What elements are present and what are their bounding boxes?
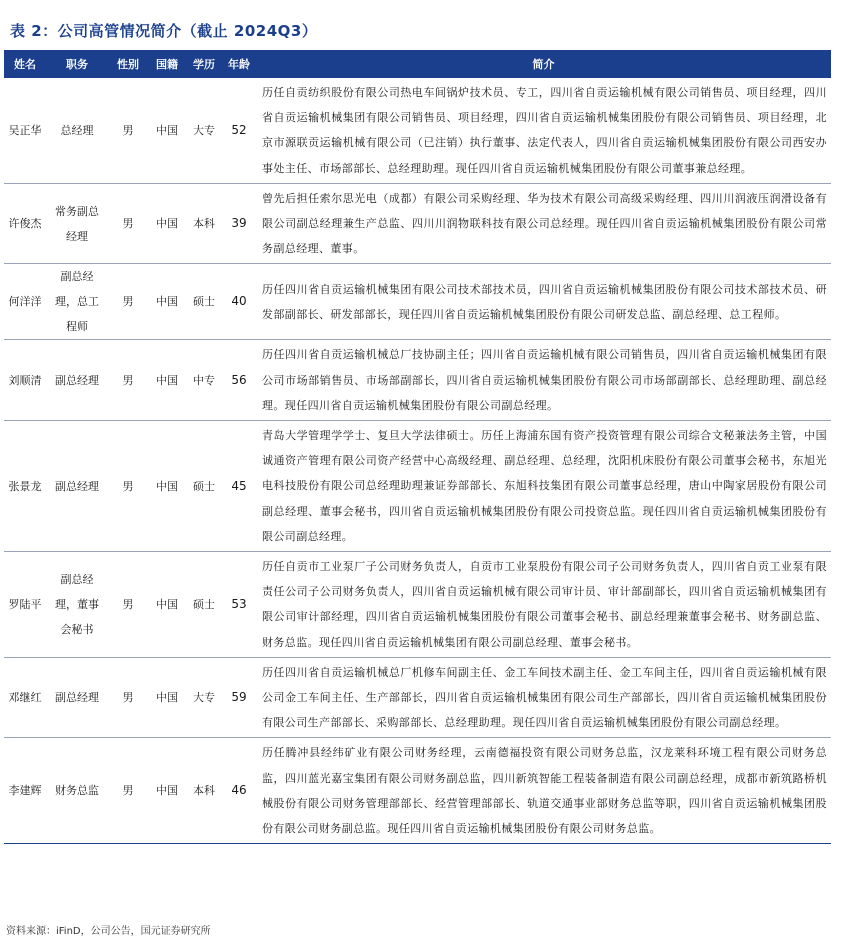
- cell-role: 常务副总经理: [46, 183, 108, 264]
- table-row: [4, 657, 831, 738]
- cell-name: 李建辉: [4, 738, 46, 844]
- executive-table: [4, 50, 831, 844]
- cell-education: 大专: [186, 657, 222, 738]
- cell-nationality: 中国: [148, 657, 186, 738]
- header-education: 学历: [186, 50, 222, 78]
- header-bio: 简介: [256, 50, 831, 78]
- cell-age: 40: [222, 264, 256, 340]
- cell-role: 总经理: [46, 78, 108, 183]
- cell-role: 财务总监: [46, 738, 108, 844]
- cell-gender: 男: [108, 421, 148, 552]
- cell-education: 中专: [186, 340, 222, 421]
- cell-role: 副总经理，董事会秘书: [46, 552, 108, 658]
- cell-age: 56: [222, 340, 256, 421]
- header-age: 年龄: [222, 50, 256, 78]
- cell-gender: 男: [108, 183, 148, 264]
- cell-nationality: 中国: [148, 552, 186, 658]
- header-gender: 性别: [108, 50, 148, 78]
- cell-education: 本科: [186, 738, 222, 844]
- cell-education: 硕士: [186, 264, 222, 340]
- cell-name: 许俊杰: [4, 183, 46, 264]
- cell-education: 大专: [186, 78, 222, 183]
- cell-name: 何洋洋: [4, 264, 46, 340]
- cell-gender: 男: [108, 340, 148, 421]
- header-role: 职务: [46, 50, 108, 78]
- cell-bio: 历任自贡市工业泵厂子公司财务负责人，自贡市工业泵股份有限公司子公司财务负责人，四川省自贡工业泵有限责任公司子公司财务负责人，四川省自贡运输机械有限公司审计员、审计部副部长，四川省自贡运输机械集团有限公司审计部经理，四川省自贡运输机械集团股份有限公司董事会秘书、副总经理兼董事会秘书、财务副总监、财务总监。现任四川省自贡运输机械集团有限公司副总经理、董事会秘书。: [256, 552, 831, 658]
- cell-bio: 青岛大学管理学学士、复旦大学法律硕士。历任上海浦东国有资产投资管理有限公司综合文秘兼法务主管，中国诚通资产管理有限公司资产经营中心高级经理、副总经理、总经理，沈阳机床股份有限公司董事会秘书，东旭光电科技股份有限公司总经理助理兼证券部部长、东旭科技集团有限公司董事总经理，唐山中陶家居股份有限公司副总经理、董事会秘书，四川省自贡运输机械集团股份有限公司投资总监。现任四川省自贡运输机械集团股份有限公司副总经理。: [256, 421, 831, 552]
- cell-bio: 历任四川省自贡运输机械集团有限公司技术部技术员，四川省自贡运输机械集团股份有限公司技术部技术员、研发部副部长、研发部部长，现任四川省自贡运输机械集团股份有限公司研发总监、副总经理、总工程师。: [256, 264, 831, 340]
- cell-gender: 男: [108, 657, 148, 738]
- table-row: [4, 264, 831, 340]
- source-note: 资料来源：iFinD，公司公告，国元证券研究所: [6, 926, 211, 937]
- header-row: [4, 50, 831, 78]
- cell-age: 46: [222, 738, 256, 844]
- table-row: [4, 340, 831, 421]
- cell-age: 59: [222, 657, 256, 738]
- header-name: 姓名: [4, 50, 46, 78]
- cell-name: 刘顺清: [4, 340, 46, 421]
- table-row: [4, 552, 831, 658]
- cell-gender: 男: [108, 552, 148, 658]
- cell-role: 副总经理，总工程师: [46, 264, 108, 340]
- cell-name: 罗陆平: [4, 552, 46, 658]
- cell-name: 张景龙: [4, 421, 46, 552]
- table-row: [4, 738, 831, 844]
- cell-bio: 曾先后担任索尔思光电（成都）有限公司采购经理、华为技术有限公司高级采购经理、四川川润液压润滑设备有限公司副总经理兼生产总监、四川川润物联科技有限公司总经理。现任四川省自贡运输机械集团股份有限公司常务副总经理、董事。: [256, 183, 831, 264]
- cell-gender: 男: [108, 78, 148, 183]
- cell-nationality: 中国: [148, 78, 186, 183]
- cell-education: 硕士: [186, 421, 222, 552]
- cell-gender: 男: [108, 738, 148, 844]
- cell-bio: 历任四川省自贡运输机械总厂技协副主任；四川省自贡运输机械有限公司销售员，四川省自贡运输机械集团有限公司市场部销售员、市场部副部长，四川省自贡运输机械集团股份有限公司市场部副部长、总经理助理、副总经理。现任四川省自贡运输机械集团股份有限公司副总经理。: [256, 340, 831, 421]
- cell-nationality: 中国: [148, 738, 186, 844]
- cell-role: 副总经理: [46, 657, 108, 738]
- cell-nationality: 中国: [148, 421, 186, 552]
- cell-bio: 历任自贡纺织股份有限公司热电车间锅炉技术员、专工，四川省自贡运输机械有限公司销售员、项目经理，四川省自贡运输机械集团有限公司销售员、项目经理，四川省自贡运输机械集团股份有限公司销售员、项目经理，北京市源联贡运输机械有限公司（已注销）执行董事、法定代表人，四川省自贡运输机械集团股份有限公司西安办事处主任、市场部部长、总经理助理。现任四川省自贡运输机械集团股份有限公司董事兼总经理。: [256, 78, 831, 183]
- cell-education: 硕士: [186, 552, 222, 658]
- cell-age: 39: [222, 183, 256, 264]
- table-row: [4, 421, 831, 552]
- cell-education: 本科: [186, 183, 222, 264]
- cell-age: 45: [222, 421, 256, 552]
- cell-bio: 历任四川省自贡运输机械总厂机修车间副主任、金工车间技术副主任、金工车间主任，四川省自贡运输机械有限公司金工车间主任、生产部部长，四川省自贡运输机械集团有限公司生产部部长，四川省自贡运输机械集团股份有限公司生产部部长、采购部部长、总经理助理。现任四川省自贡运输机械集团股份有限公司副总经理。: [256, 657, 831, 738]
- table-title: 表 2：公司高管情况简介（截止 2024Q3）: [10, 22, 318, 40]
- cell-bio: 历任腾冲县经纬矿业有限公司财务经理，云南德福投资有限公司财务总监，汉龙莱科环境工程有限公司财务总监，四川蓝光嘉宝集团有限公司财务副总监，四川新筑智能工程装备制造有限公司副总经理，成都市新筑路桥机械股份有限公司财务管理部部长、经营管理部部长、轨道交通事业部财务总监等职，四川省自贡运输机械集团股份有限公司财务副总监。现任四川省自贡运输机械集团股份有限公司财务总监。: [256, 738, 831, 844]
- cell-role: 副总经理: [46, 340, 108, 421]
- header-nationality: 国籍: [148, 50, 186, 78]
- cell-age: 52: [222, 78, 256, 183]
- cell-name: 邓继红: [4, 657, 46, 738]
- cell-age: 53: [222, 552, 256, 658]
- cell-role: 副总经理: [46, 421, 108, 552]
- cell-nationality: 中国: [148, 264, 186, 340]
- cell-name: 吴正华: [4, 78, 46, 183]
- table-row: [4, 183, 831, 264]
- table-row: [4, 78, 831, 183]
- cell-gender: 男: [108, 264, 148, 340]
- cell-nationality: 中国: [148, 340, 186, 421]
- cell-nationality: 中国: [148, 183, 186, 264]
